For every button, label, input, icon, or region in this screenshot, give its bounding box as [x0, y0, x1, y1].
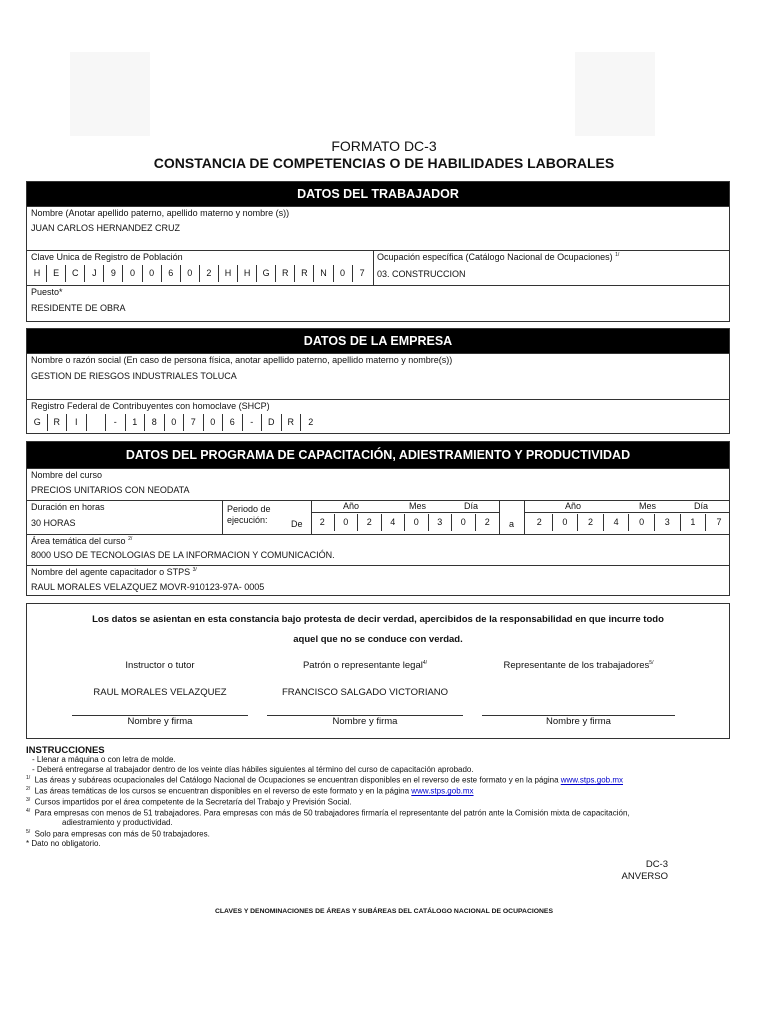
rfc-char-cell[interactable]: 1 — [126, 414, 146, 431]
curp-char-cell[interactable]: 6 — [162, 265, 181, 282]
divider — [222, 501, 223, 534]
firma-caption-patron: Nombre y firma — [332, 716, 398, 727]
dc3-tag: DC-3 — [645, 859, 668, 870]
mes-label-fin: Mes — [639, 501, 657, 511]
row-area-tematica — [27, 534, 729, 565]
section-header-trabajador: DATOS DEL TRABAJADOR — [27, 182, 729, 206]
fecha-inicio-cell[interactable]: 0 — [335, 514, 359, 531]
section-header-programa: DATOS DEL PROGRAMA DE CAPACITACIÓN, ADIESTRAMIENTO Y PRODUCTIVIDAD — [27, 442, 729, 468]
patron-name[interactable]: FRANCISCO SALGADO VICTORIANO — [281, 687, 449, 698]
curso-field[interactable]: PRECIOS UNITARIOS CON NEODATA — [31, 485, 190, 495]
rfc-field[interactable] — [28, 414, 321, 431]
duracion-field[interactable]: 30 HORAS — [31, 518, 76, 528]
row-agente — [27, 565, 729, 599]
instructor-name[interactable]: RAUL MORALES VELAZQUEZ — [93, 687, 227, 698]
curp-char-cell[interactable]: 2 — [200, 265, 219, 282]
representante-label: Representante de los trabajadores$^{5/}$ — [503, 660, 654, 672]
instruccion-3: $^{1/}$ Las áreas y subáreas ocupacionales del Catálogo Nacional de Ocupaciones se encuentran disponibles en el reverso de este formato y en la página www.stps.gob.mx — [26, 775, 623, 785]
instruccion-6: $^{4/}$ Para empresas con menos de 51 trabajadores. Para empresas con más de 50 trabajadores firmaría el representante del patrón ante la Comisión mixta de capacitación, — [26, 808, 630, 819]
instruccion-4: $^{2/}$ Las áreas temáticas de los cursos se encuentran disponibles en el reverso de este formato y en la página www.stps.gob.mx — [26, 786, 474, 796]
rfc-char-cell[interactable] — [87, 414, 107, 431]
curp-char-cell[interactable]: R — [276, 265, 295, 282]
fecha-inicio-cell[interactable]: 2 — [358, 514, 382, 531]
row-curso — [27, 468, 729, 500]
rfc-char-cell[interactable]: - — [243, 414, 263, 431]
curp-char-cell[interactable]: H — [28, 265, 47, 282]
section-programa — [26, 441, 730, 596]
fecha-inicio-cell[interactable]: 4 — [382, 514, 406, 531]
rfc-char-cell[interactable]: D — [262, 414, 282, 431]
faded-logo-right — [575, 52, 655, 136]
instruccion-8: * Dato no obligatorio. — [26, 838, 101, 848]
footer-title: CLAVES Y DENOMINACIONES DE ÁREAS Y SUBÁREAS DEL CATÁLOGO NACIONAL DE OCUPACIONES — [215, 908, 553, 915]
fecha-fin-cell[interactable]: 4 — [604, 514, 630, 531]
agente-field[interactable]: RAUL MORALES VELAZQUEZ MOVR-910123-97A- 0005 — [31, 582, 265, 592]
area-field[interactable]: 8000 USO DE TECNOLOGIAS DE LA INFORMACION Y COMUNICACIÓN. — [31, 550, 335, 560]
curp-label: Clave Unica de Registro de Población — [31, 252, 183, 262]
fecha-fin-cell[interactable]: 2 — [578, 514, 604, 531]
dia-label-fin: Día — [694, 501, 709, 511]
fecha-fin-cell[interactable]: 2 — [527, 514, 553, 531]
curp-char-cell[interactable]: H — [238, 265, 257, 282]
instrucciones — [26, 746, 726, 848]
instructor-label: Instructor o tutor — [125, 660, 195, 671]
curp-char-cell[interactable]: N — [314, 265, 333, 282]
fecha-fin-cell[interactable]: 3 — [655, 514, 681, 531]
a-label: a — [509, 519, 515, 529]
razon-social-label: Nombre o razón social (En caso de persona física, anotar apellido paterno, apellido materno y nombre(s)) — [31, 355, 453, 365]
puesto-field[interactable]: RESIDENTE DE OBRA — [31, 303, 126, 313]
stps-link-1[interactable]: www.stps.gob.mx — [560, 775, 623, 785]
rfc-label: Registro Federal de Contribuyentes con homoclave (SHCP) — [31, 401, 270, 411]
curso-label: Nombre del curso — [31, 470, 103, 480]
row-curp — [27, 250, 729, 285]
instruccion-2: - Deberá entregarse al trabajador dentro de los veinte días hábiles siguientes al término del curso de capacitación aprobado. — [32, 764, 474, 774]
divider — [524, 501, 525, 534]
anio-label-fin: Año — [565, 501, 582, 511]
rfc-char-cell[interactable]: R — [48, 414, 68, 431]
area-label: Área temática del curso $^{2/}$ — [31, 536, 133, 546]
nombre-field[interactable]: JUAN CARLOS HERNANDEZ CRUZ — [31, 223, 181, 233]
curp-char-cell[interactable]: 9 — [104, 265, 123, 282]
rfc-char-cell[interactable]: G — [28, 414, 48, 431]
rfc-char-cell[interactable]: 2 — [308, 417, 314, 427]
fecha-inicio-cell[interactable]: 0 — [405, 514, 429, 531]
firma-caption-representante: Nombre y firma — [546, 716, 611, 727]
row-razon-social — [27, 353, 729, 399]
row-rfc — [27, 399, 729, 435]
section-trabajador — [26, 181, 730, 322]
form-title: CONSTANCIA DE COMPETENCIAS O DE HABILIDADES LABORALES — [153, 155, 615, 171]
fecha-fin-cell[interactable]: 0 — [629, 514, 655, 531]
section-firmas — [26, 603, 730, 739]
periodo-label-1: Periodo de — [227, 504, 271, 514]
puesto-label: Puesto* — [31, 287, 63, 297]
ocupacion-field[interactable]: 03. CONSTRUCCION — [377, 269, 466, 279]
rfc-char-cell[interactable]: R — [282, 414, 302, 431]
agente-label: Nombre del agente capacitador o STPS $^{3/}$ — [31, 567, 197, 577]
stps-link-2[interactable]: www.stps.gob.mx — [411, 786, 474, 796]
fecha-inicio-field[interactable] — [311, 514, 499, 531]
curp-char-cell[interactable]: J — [85, 265, 104, 282]
curp-field[interactable] — [28, 265, 372, 282]
curp-char-cell[interactable]: 0 — [334, 265, 353, 282]
declaracion-line1: Los datos se asientan en esta constancia bajo protesta de decir verdad, apercibidos de la responsabilidad en que incurre todo — [92, 614, 664, 625]
curp-char-cell[interactable]: 0 — [181, 265, 200, 282]
duracion-label: Duración en horas — [31, 502, 105, 512]
patron-label: Patrón o representante legal$^{4/}$ — [302, 660, 428, 672]
row-puesto — [27, 285, 729, 323]
faded-logo-left — [70, 52, 150, 136]
divider — [311, 512, 499, 513]
fecha-inicio-cell[interactable]: 0 — [452, 514, 476, 531]
divider — [311, 501, 312, 534]
firma-caption-instructor: Nombre y firma — [127, 716, 193, 727]
anverso-tag: ANVERSO — [621, 871, 668, 882]
fecha-fin-field[interactable] — [527, 514, 732, 531]
instruccion-1: - Llenar a máquina o con letra de molde. — [32, 755, 176, 765]
divider — [524, 512, 730, 513]
divider — [373, 251, 374, 285]
de-label: De — [291, 519, 303, 529]
curp-char-cell[interactable]: E — [47, 265, 66, 282]
curp-char-cell[interactable]: R — [295, 265, 314, 282]
fecha-fin-cell[interactable]: 0 — [553, 514, 579, 531]
rfc-char-cell[interactable]: 6 — [223, 414, 243, 431]
declaracion-line2: aquel que no se conduce con verdad. — [293, 634, 463, 645]
rfc-char-cell[interactable]: 8 — [145, 414, 165, 431]
rfc-char-cell[interactable]: 0 — [204, 414, 224, 431]
fecha-inicio-cell[interactable]: 2 — [484, 517, 490, 527]
curp-char-cell[interactable]: H — [219, 265, 238, 282]
anio-label-inicio: Año — [343, 501, 360, 511]
fecha-fin-cell[interactable]: 7 — [716, 517, 722, 527]
rfc-char-cell[interactable]: I — [67, 414, 87, 431]
dia-label-inicio: Día — [464, 501, 479, 511]
instruccion-7: $^{5/}$ Solo para empresas con más de 50 trabajadores. — [26, 828, 210, 839]
fecha-fin-cell[interactable]: 1 — [681, 514, 707, 531]
section-empresa — [26, 328, 730, 434]
fecha-inicio-cell[interactable]: 2 — [311, 514, 335, 531]
rfc-char-cell[interactable]: - — [106, 414, 126, 431]
curp-char-cell[interactable]: G — [257, 265, 276, 282]
razon-social-field[interactable]: GESTION DE RIESGOS INDUSTRIALES TOLUCA — [31, 371, 237, 381]
nombre-label: Nombre (Anotar apellido paterno, apellido materno y nombre (s)) — [31, 208, 290, 218]
periodo-label-2: ejecución: — [227, 515, 268, 525]
form-code-title: FORMATO DC-3 — [331, 138, 437, 154]
section-header-empresa: DATOS DE LA EMPRESA — [27, 329, 729, 353]
row-nombre-trabajador — [27, 206, 729, 250]
row-duracion-periodo — [27, 500, 729, 534]
instrucciones-title: INSTRUCCIONES — [26, 745, 105, 756]
instruccion-5: $^{3/}$ Cursos impartidos por el área competente de la Secretaría del Trabajo y Previsión Social. — [26, 797, 352, 807]
instruccion-6b: adiestramiento y productividad. — [62, 818, 173, 828]
fecha-inicio-cell[interactable]: 3 — [429, 514, 453, 531]
curp-char-cell[interactable]: 7 — [359, 268, 365, 278]
curp-char-cell[interactable]: 0 — [143, 265, 162, 282]
mes-label-inicio: Mes — [409, 501, 427, 511]
rfc-char-cell[interactable]: 7 — [184, 414, 204, 431]
rfc-char-cell[interactable]: 0 — [165, 414, 185, 431]
curp-char-cell[interactable]: 0 — [123, 265, 142, 282]
curp-char-cell[interactable]: C — [66, 265, 85, 282]
ocupacion-label: Ocupación específica (Catálogo Nacional de Ocupaciones) $^{1/}$ — [377, 252, 620, 262]
divider — [499, 501, 500, 534]
